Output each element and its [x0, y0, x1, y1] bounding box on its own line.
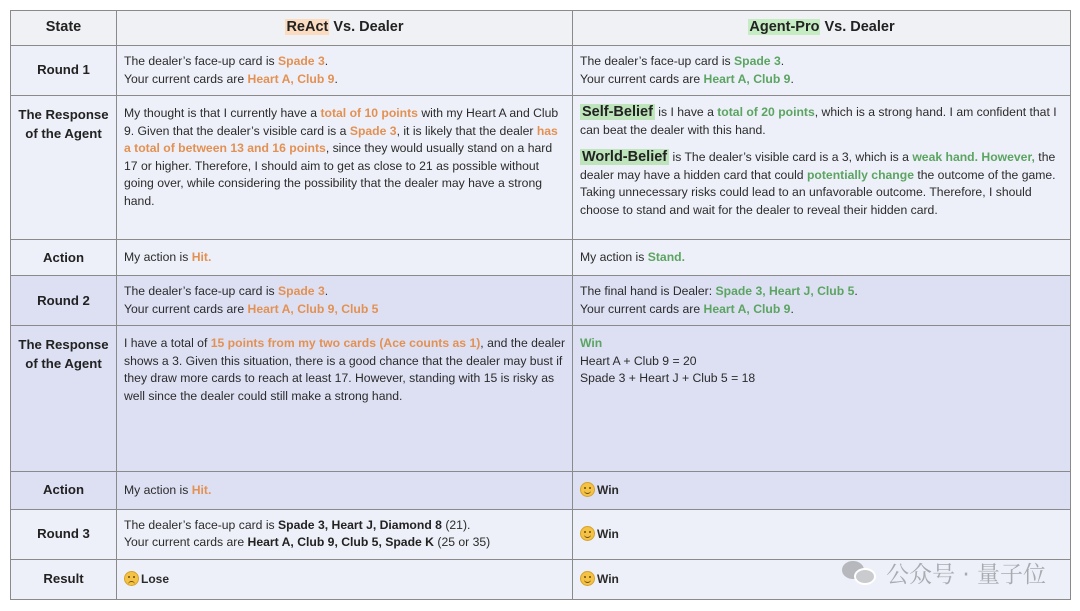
react-round2: The dealer’s face-up card is Spade 3. Your current cards are Heart A, Club 9, Club 5 [117, 276, 573, 326]
header-row [11, 11, 1071, 46]
state-label: Round 2 [11, 276, 117, 326]
react-result: Lose [117, 559, 573, 599]
agentpro-action2: Win [573, 471, 1071, 509]
state-label: The Response of the Agent [11, 326, 117, 471]
react-action1: My action is Hit. [117, 240, 573, 276]
row-response1 [11, 96, 1071, 240]
row-round3 [11, 509, 1071, 559]
react-round3: The dealer’s face-up card is Spade 3, Heart J, Diamond 8 (21). Your current cards are Heart A, Club 9, Club 5, Spade K (25 or 35) [117, 509, 573, 559]
self-belief: Self-Belief is I have a total of 20 points, which is a strong hand. I am confident that I can beat the dealer with this hand. [580, 104, 1057, 137]
state-label: The Response of the Agent [11, 96, 117, 240]
row-response2 [11, 326, 1071, 471]
row-action2 [11, 471, 1071, 509]
state-label: Round 1 [11, 46, 117, 96]
watermark [842, 556, 1046, 589]
react-response2: I have a total of 15 points from my two cards (Ace counts as 1), and the dealer shows a 3. Given this situation, there is a good chance that the dealer may bust if they draw more cards to reach at least 17. However, standing with 15 is risky as well since the dealer could still make a strong hand. [117, 326, 573, 471]
react-name: ReAct [286, 19, 329, 36]
comparison-table [10, 10, 1071, 600]
wechat-icon [842, 559, 878, 587]
react-action2: My action is Hit. [117, 471, 573, 509]
state-label: Action [11, 471, 117, 509]
state-label: Result [11, 559, 117, 599]
row-round2 [11, 276, 1071, 326]
world-belief: World-Belief is The dealer’s visible card is a 3, which is a weak hand. However, the dealer may have a hidden card that could potentially change the outcome of the game. Taking unnecessary risks could lead to an unfavorable outcome. Therefore, I should choose to stand and wait for the dealer to reveal their hidden card. [580, 149, 1056, 217]
header-react: ReAct Vs. Dealer [117, 11, 573, 46]
grinning-face-icon [580, 571, 595, 586]
header-state: State [11, 11, 117, 46]
agentpro-action1: My action is Stand. [573, 240, 1071, 276]
state-label: Round 3 [11, 509, 117, 559]
agentpro-response1 [573, 96, 1071, 240]
row-round1 [11, 46, 1071, 96]
react-response1: My thought is that I currently have a total of 10 points with my Heart A and Club 9. Given that the dealer’s visible card is a Spade 3, it is likely that the dealer has a total of between 13 and 16 points, since they would usually stand on a hard 17 or higher. Therefore, I should aim to get as close to 21 as possible without going over, while considering the possibility that the dealer may have a strong hand. [117, 96, 573, 240]
agentpro-name: Agent-Pro [749, 19, 820, 36]
self-belief-tag: Self-Belief [582, 104, 653, 121]
react-round1: The dealer’s face-up card is Spade 3. Your current cards are Heart A, Club 9. [117, 46, 573, 96]
row-action1 [11, 240, 1071, 276]
grinning-face-icon [580, 526, 595, 541]
agentpro-response2: Win Heart A + Club 9 = 20 Spade 3 + Heart J + Club 5 = 18 [573, 326, 1071, 471]
grinning-face-icon [580, 482, 595, 497]
worried-face-icon [124, 571, 139, 586]
win-label: Win [580, 336, 603, 351]
watermark-text: 公众号 · 量子位 [886, 562, 1046, 588]
agentpro-round2: The final hand is Dealer: Spade 3, Heart J, Club 5. Your current cards are Heart A, Club 9. [573, 276, 1071, 326]
header-agentpro: Agent-Pro Vs. Dealer [573, 11, 1071, 46]
agentpro-round1: The dealer’s face-up card is Spade 3. Your current cards are Heart A, Club 9. [573, 46, 1071, 96]
agentpro-result: Win [573, 559, 1071, 599]
state-label: Action [11, 240, 117, 276]
world-belief-tag: World-Belief [582, 149, 668, 166]
agentpro-round3: Win [573, 509, 1071, 559]
